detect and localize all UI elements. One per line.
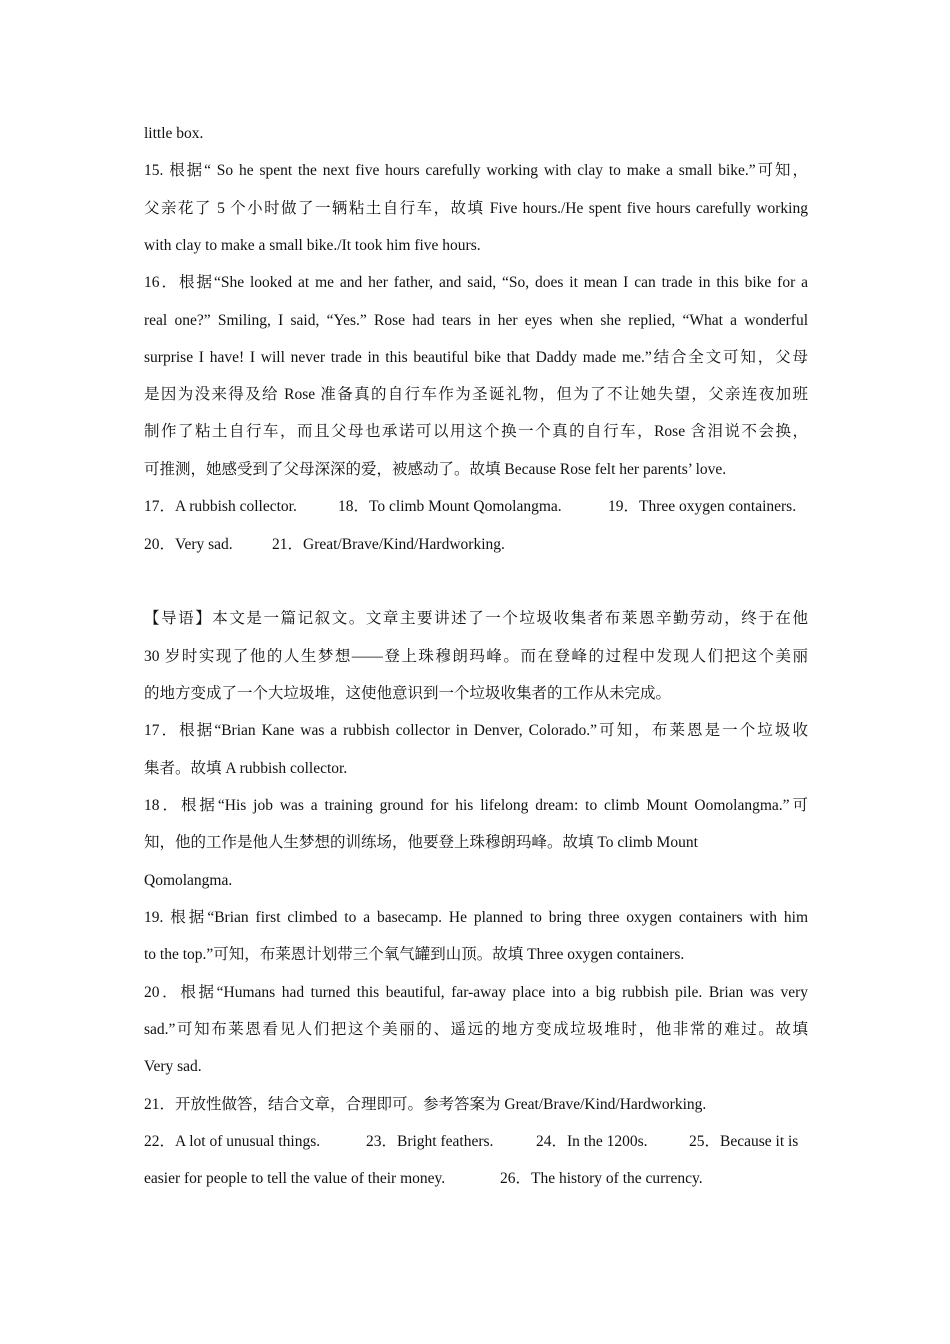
text-line-10: 可推测，她感受到了父母深深的爱，被感动了。故填 Because Rose felt her parents’ love. (144, 461, 727, 478)
answer-row-3 (144, 1132, 808, 1152)
text-line-7: surprise I have! I will never trade in this beautiful bike that Daddy made me.”结合全文可知，父母 (144, 349, 808, 366)
text-line-6: real one?” Smiling, I said, “Yes.” Rose had tears in her eyes when she replied, “What a wonderful (144, 312, 808, 329)
text-line-24: 21．开放性做答，结合文章，合理即可。参考答案为 Great/Brave/Kind/Hardworking. (144, 1096, 707, 1113)
answer-23: 23．Bright feathers. (366, 1133, 494, 1150)
answer-row-4 (144, 1169, 808, 1189)
text-line-5: 16．根据“She looked at me and her father, and said, “So, does it mean I can trade in this bike for a (144, 274, 808, 291)
answer-17: 17．A rubbish collector. (144, 498, 297, 515)
text-line-22: sad.”可知布莱恩看见人们把这个美丽的、遥远的地方变成垃圾堆时，他非常的难过。故填 (144, 1021, 808, 1038)
text-line-14: 17．根据“Brian Kane was a rubbish collector in Denver, Colorado.”可知，布莱恩是一个垃圾收 (144, 722, 808, 739)
text-line-4: with clay to make a small bike./It took him five hours. (144, 237, 481, 254)
text-line-19: 19. 根据“Brian first climbed to a basecamp. He planned to bring three oxygen containers with him (144, 909, 808, 926)
answer-19: 19．Three oxygen containers. (608, 498, 797, 515)
answer-24: 24．In the 1200s. (536, 1133, 648, 1150)
text-line-3: 父亲花了 5 个小时做了一辆粘土自行车，故填 Five hours./He spent five hours carefully working (144, 200, 808, 217)
text-line-1: little box. (144, 125, 204, 142)
answer-25: 25．Because it is (689, 1133, 799, 1150)
answer-21: 21．Great/Brave/Kind/Hardworking. (272, 536, 505, 553)
text-line-20: to the top.”可知，布莱恩计划带三个氧气罐到山顶。故填 Three oxygen containers. (144, 946, 685, 963)
text-line-17: 知，他的工作是他人生梦想的训练场，他要登上珠穆朗玛峰。故填 To climb Mount (144, 834, 698, 851)
answer-18: 18．To climb Mount Qomolangma. (338, 498, 562, 515)
text-line-23: Very sad. (144, 1058, 202, 1075)
answer-25-continued: easier for people to tell the value of their money. (144, 1170, 446, 1187)
text-line-2: 15. 根据“ So he spent the next five hours carefully working with clay to make a small bike.”可知， (144, 162, 808, 179)
text-line-9: 制作了粘土自行车，而且父母也承诺可以用这个换一个真的自行车，Rose 含泪说不会换， (144, 423, 808, 440)
intro-line-2: 30 岁时实现了他的人生梦想——登上珠穆朗玛峰。而在登峰的过程中发现人们把这个美丽 (144, 648, 808, 665)
answer-26: 26．The history of the currency. (500, 1170, 703, 1187)
intro-line-1: 【导语】本文是一篇记叙文。文章主要讲述了一个垃圾收集者布莱恩辛勤劳动，终于在他 (144, 610, 808, 627)
answer-row-1 (144, 497, 808, 517)
text-line-18: Qomolangma. (144, 872, 233, 889)
answer-22: 22．A lot of unusual things. (144, 1133, 321, 1150)
text-line-16: 18．根据“His job was a training ground for his lifelong dream: to climb Mount Oomolangma.”可 (144, 797, 808, 814)
text-line-15: 集者。故填 A rubbish collector. (144, 760, 348, 777)
answer-20: 20．Very sad. (144, 536, 233, 553)
text-line-8: 是因为没来得及给 Rose 准备真的自行车作为圣诞礼物，但为了不让她失望，父亲连夜加班 (144, 386, 808, 403)
intro-line-3: 的地方变成了一个大垃圾堆，这使他意识到一个垃圾收集者的工作从未完成。 (144, 685, 672, 702)
text-line-21: 20．根据“Humans had turned this beautiful, far-away place into a big rubbish pile. Brian was very (144, 984, 808, 1001)
answer-row-2 (144, 535, 808, 555)
